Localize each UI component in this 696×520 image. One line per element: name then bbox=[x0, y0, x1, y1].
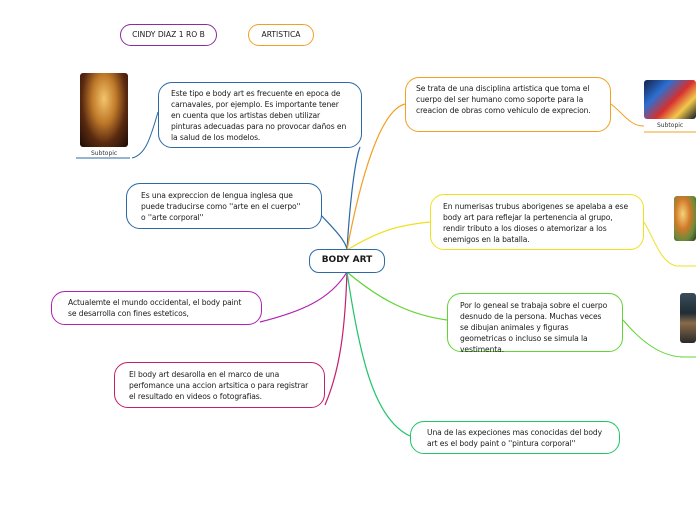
subtopic-image-right-2[interactable] bbox=[674, 196, 696, 241]
topic-right-4[interactable]: Una de las expeciones mas conocidas del body art es el body paint o ''pintura corporal'' bbox=[410, 421, 620, 454]
subtopic-image-left[interactable] bbox=[80, 73, 128, 147]
topic-left-3[interactable]: Actualemte el mundo occidental, el body paint se desarrolla con fines esteticos, bbox=[51, 291, 262, 325]
link-left-3 bbox=[260, 272, 347, 322]
subtopic-image-right-3[interactable] bbox=[680, 293, 696, 343]
topic-right-2[interactable]: En numerisas trubus aborigenes se apelaba a ese body art para reflejar la pertenencia al grupo, rendir tributo a los dioses o atemorizar a los enemigos en la batalla. bbox=[430, 194, 644, 250]
subject-tag[interactable]: ARTISTICA bbox=[248, 24, 314, 46]
subtopic-label-right-1: Subtopic bbox=[657, 122, 684, 129]
link-subtopic-right-3 bbox=[623, 320, 684, 357]
link-subtopic-left bbox=[132, 112, 158, 158]
topic-right-1[interactable]: Se trata de una disciplina artistica que toma el cuerpo del ser humano como soporte para la creacion de obras como vehiculo de exprecion. bbox=[405, 77, 611, 132]
subtopic-image-right-1[interactable] bbox=[644, 80, 696, 119]
link-right-2 bbox=[347, 222, 430, 250]
link-right-4 bbox=[347, 272, 410, 436]
link-left-2 bbox=[320, 214, 347, 250]
topic-left-1[interactable]: Este tipo e body art es frecuente en epoca de carnavales, por ejemplo. Es importante tener en cuenta que los artistas deben utilizar pinturas adecuadas para no provocar daños en la salud de los modelos. bbox=[158, 82, 362, 148]
subtopic-label-left: Subtopic bbox=[91, 150, 118, 157]
topic-right-3[interactable]: Por lo geneal se trabaja sobre el cuerpo desnudo de la persona. Muchas veces se dibujan animales y figuras geometricas o incluso se simula la vestimenta. bbox=[447, 293, 623, 352]
author-tag[interactable]: CINDY DIAZ 1 RO B bbox=[120, 24, 217, 46]
link-left-4 bbox=[325, 272, 347, 405]
topic-left-4[interactable]: El body art desarolla en el marco de una perfomance una accion artsitica o para registrar el resultado en videos o fotografias. bbox=[114, 362, 325, 408]
link-subtopic-right-1 bbox=[611, 104, 644, 126]
central-topic[interactable]: BODY ART bbox=[309, 249, 385, 273]
link-right-3 bbox=[347, 272, 447, 320]
link-subtopic-right-2 bbox=[644, 222, 676, 266]
topic-left-2[interactable]: Es una expreccion de lengua inglesa que puede traducirse como ''arte en el cuerpo'' o ''arte corporal'' bbox=[126, 183, 322, 229]
